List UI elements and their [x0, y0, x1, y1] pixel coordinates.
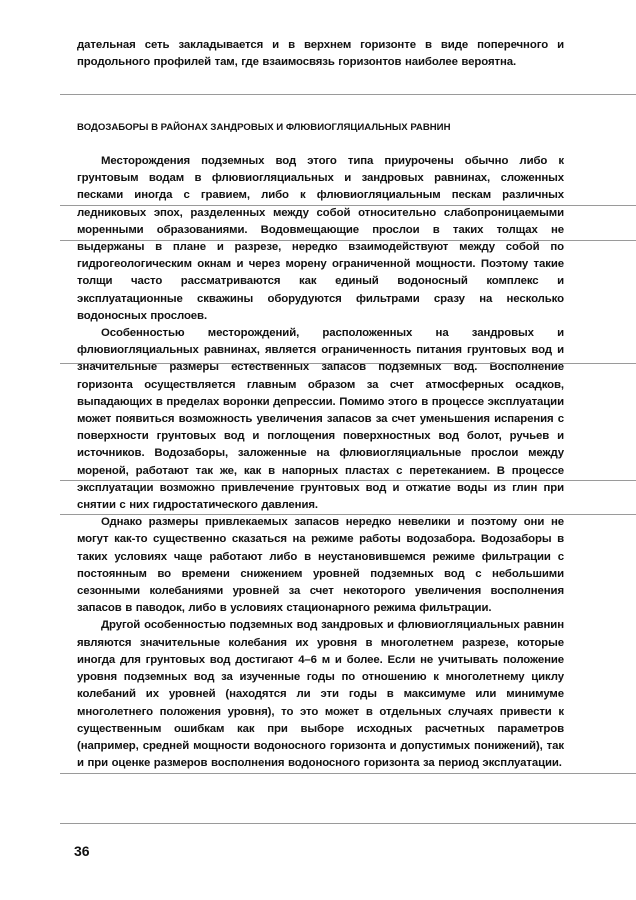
continuation-paragraph: дательная сеть закладывается и в верхнем горизонте в виде поперечного и продольного профилей там, где взаимосвязь горизонтов наиболее вероятна.	[77, 39, 564, 69]
body-text	[77, 153, 564, 772]
scan-line-divider	[60, 514, 636, 515]
scan-line-divider	[60, 205, 636, 206]
scan-line-divider	[60, 94, 636, 95]
scan-line-divider	[60, 363, 636, 364]
scan-line-divider	[60, 480, 636, 481]
section-heading: ВОДОЗАБОРЫ В РАЙОНАХ ЗАНДРОВЫХ И ФЛЮВИОГЛЯЦИАЛЬНЫХ РАВНИН	[77, 122, 451, 133]
scan-line-divider	[60, 240, 636, 241]
paragraph-3: Однако размеры привлекаемых запасов нередко невелики и поэтому они не могут как-то существенно сказаться на режиме работы водозабора. Водозаборы в таких условиях чаще работают либо в неустановившемся режиме фильтрации с постоянным во времени снижением уровней подземных вод с небольшими сезонными колебаниями уровней за счет некоторого увеличения восполнения запасов в паводок, либо в условиях стационарного режима фильтрации.	[77, 516, 564, 615]
scan-line-divider	[60, 773, 636, 774]
page-number: 36	[74, 843, 90, 859]
scan-line-divider	[60, 823, 636, 824]
paragraph-4: Другой особенностью подземных вод зандровых и флювиогляциальных равнин являются значительные колебания их уровня в многолетнем разрезе, которые иногда для грунтовых вод достигают 4–6 м и более. Если не учитывать положение уровня подземных вод за изученные годы по отношению к многолетнему циклу колебаний их уровней (находятся ли эти годы в максимуме или минимуме многолетнего положения уровня), то это может в отдельных случаях привести к существенным ошибкам как при выборе исходных расчетных параметров (например, средней мощности водоносного горизонта и допустимых понижений), так и при оценке размеров восполнения водоносного горизонта за период эксплуатации.	[77, 619, 564, 770]
paragraph-1: Месторождения подземных вод этого типа приурочены обычно либо к грунтовым водам в флювиогляциальных и зандровых равнинах, сложенных песками иногда с гравием, либо к флювиогляциальным пескам различных ледниковых эпох, разделенных между собой относительно слабопроницаемыми моренными образованиями. Водовмещающие прослои в таких толщах не выдержаны в плане и разрезе, нередко взаимодействуют между собой по гидрогеологическим окнам и через морену ограниченной мощности. Поэтому такие толщи часто рассматриваются как единый водоносный комплекс и эксплуатационные скважины оборудуются фильтрами сразу на несколько водоносных прослоев.	[77, 155, 564, 322]
paragraph-2: Особенностью месторождений, расположенных на зандровых и флювиогляциальных равнинах, является ограниченность питания грунтовых вод и значительные размеры естественных запасов подземных вод. Восполнение горизонта осуществляется главным образом за счет атмосферных осадков, выпадающих в пределах воронки депрессии. Помимо этого в процессе эксплуатации может появиться возможность увеличения запасов за счет уменьшения испарения с поверхности грунтовых вод и поглощения поверхностных вод болот, ручьев и источников. Водозаборы, заложенные на флювиогляциальные прослои между мореной, работают так же, как в напорных пластах с перетеканием. В процессе эксплуатации возможно привлечение грунтовых вод и отжатие воды из глин при снятии с них гидростатического давления.	[77, 327, 564, 512]
